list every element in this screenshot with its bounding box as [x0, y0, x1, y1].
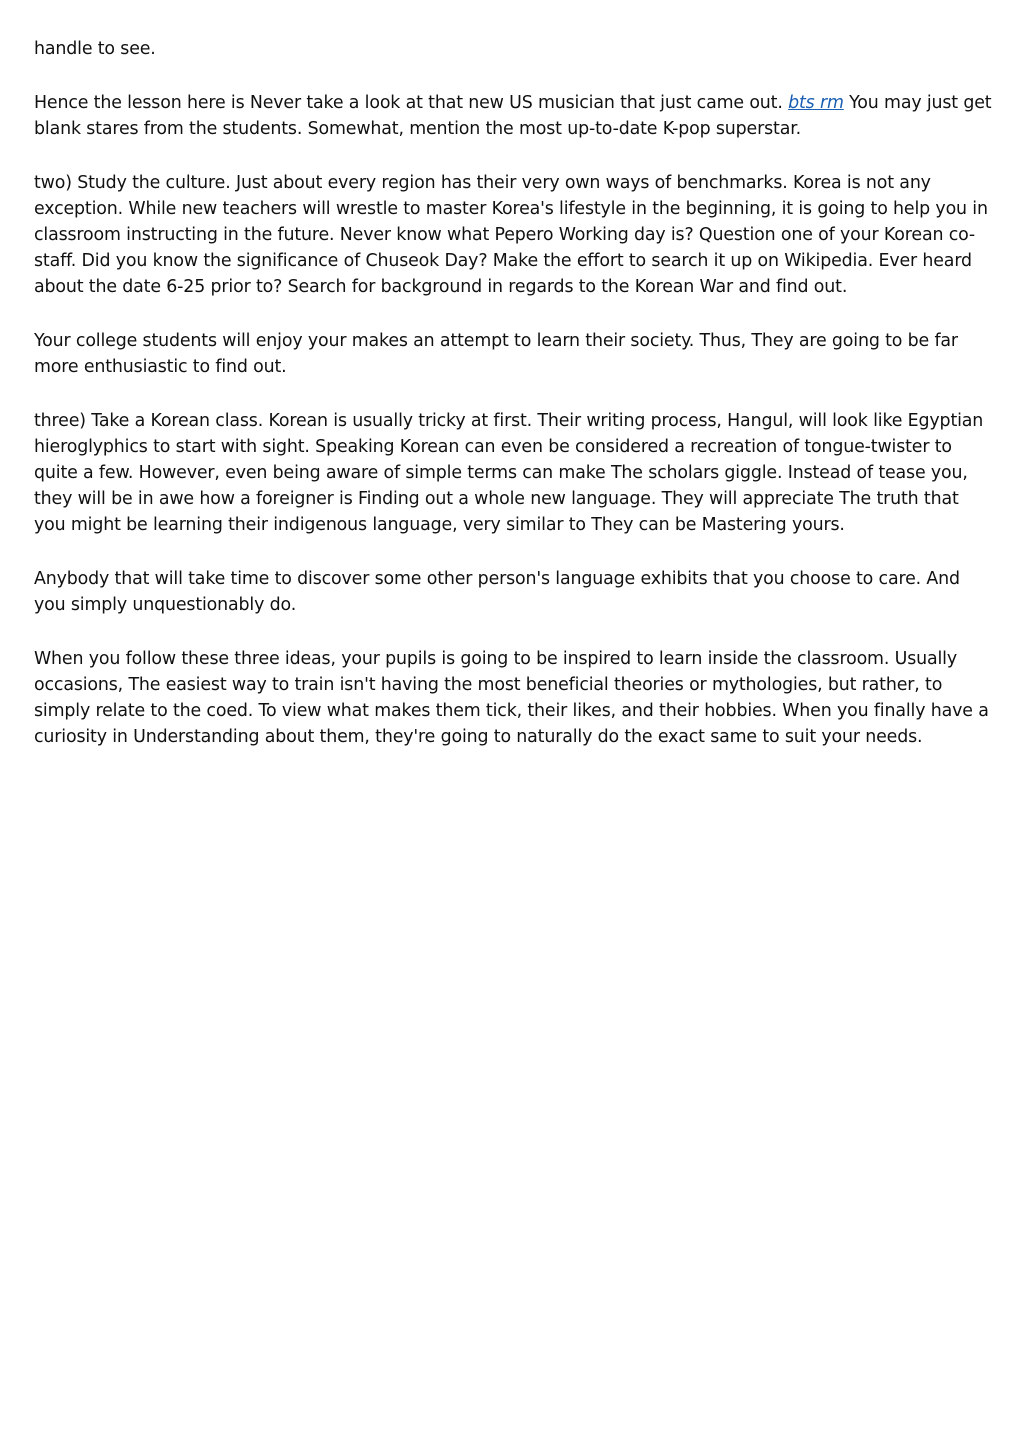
paragraph-lesson-text-end: You may just get blank stares from the students. Somewhat, mention the most up-to-date K-pop superstar.: [34, 93, 992, 139]
paragraph-intro-tail: handle to see.: [34, 39, 156, 59]
paragraph-lesson: [34, 90, 994, 142]
paragraph-conclusion: When you follow these three ideas, your pupils is going to be inspired to learn inside the classroom. Usually occasions, The easiest way to train isn't having the most beneficial theories or mythologies, but rather, to simply relate to the coed. To view what makes them tick, their likes, and their hobbies. When you finally have a curiosity in Understanding about them, they're going to naturally do the exact same to suit your needs.: [34, 649, 989, 747]
document-body: [34, 36, 994, 778]
paragraph-korean-class: three) Take a Korean class. Korean is usually tricky at first. Their writing process, Hangul, will look like Egyptian hieroglyphics to start with sight. Speaking Korean can even be considered a recreation of tongue-twister to quite a few. However, even being aware of simple terms can make The scholars giggle. Instead of tease you, they will be in awe how a foreigner is Finding out a whole new language. They will appreciate The truth that you might be learning their indigenous language, very similar to They can be Mastering yours.: [34, 411, 984, 535]
paragraph-study-culture: two) Study the culture. Just about every region has their very own ways of benchmarks. Korea is not any exception. While new teachers will wrestle to master Korea's lifestyle in the beginning, it is going to help you in classroom instructing in the future. Never know what Pepero Working day is? Question one of your Korean co-staff. Did you know the significance of Chuseok Day? Make the effort to search it up on Wikipedia. Ever heard about the date 6-25 prior to? Search for background in regards to the Korean War and find out.: [34, 173, 988, 297]
paragraph-lesson-text-start: Hence the lesson here is Never take a look at that new US musician that just came out.: [34, 93, 789, 113]
bts-rm-link[interactable]: bts rm: [788, 93, 844, 113]
paragraph-students-enjoy: Your college students will enjoy your makes an attempt to learn their society. Thus, They are going to be far more enthusiastic to find out.: [34, 331, 958, 377]
paragraph-language-care: Anybody that will take time to discover some other person's language exhibits that you choose to care. And you simply unquestionably do.: [34, 569, 960, 615]
